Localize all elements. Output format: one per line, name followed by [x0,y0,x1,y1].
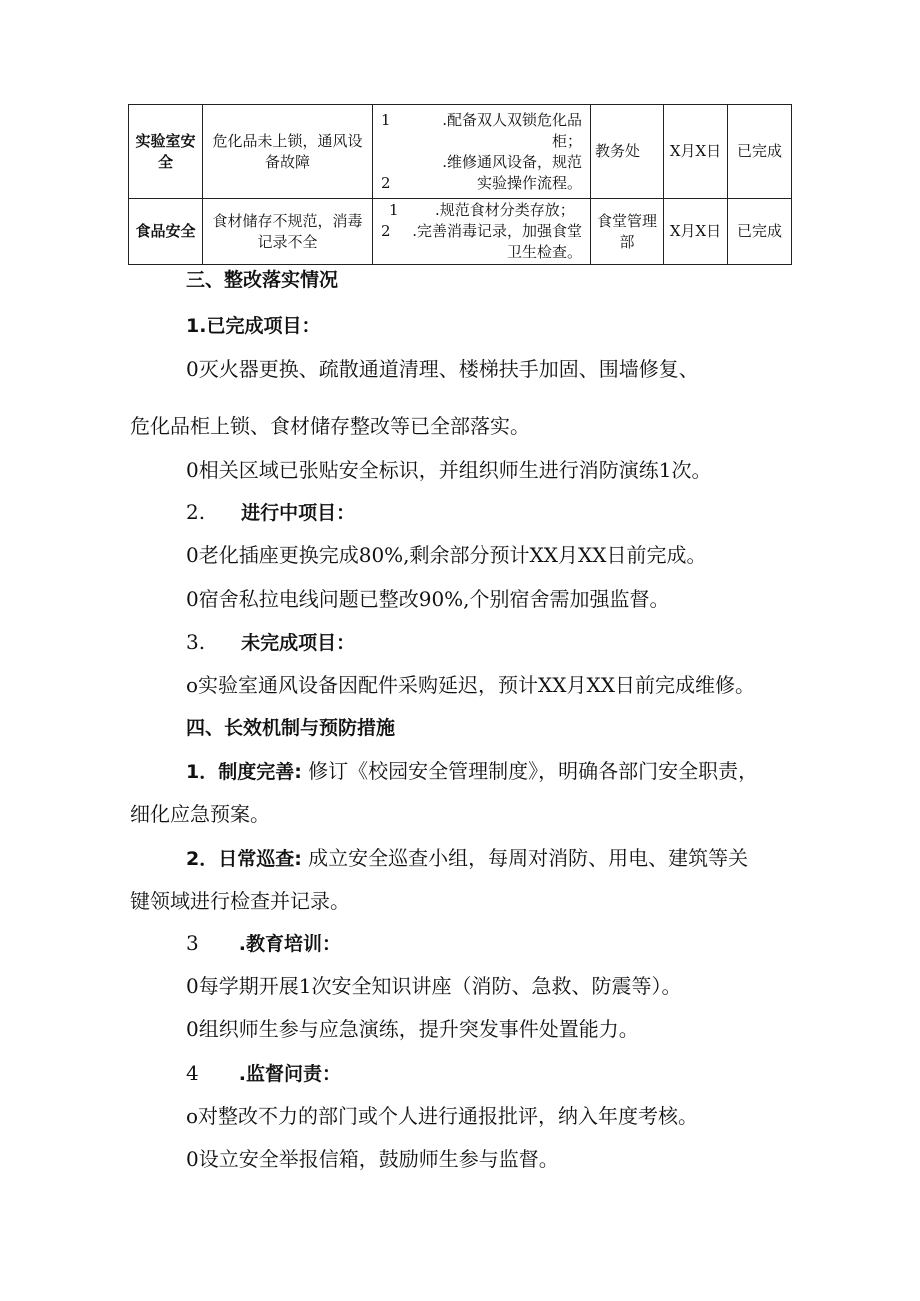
done-item-2: 0相关区域已张贴安全标识，并组织师生进行消防演练1次。 [186,458,712,482]
category-cell: 食品安全 [129,199,203,265]
measure-text: .完善消毒记录，加强食堂卫生检查。 [412,222,582,261]
mechanism-4-number: 4 [186,1061,199,1085]
measure-text: .规范食材分类存放； [435,201,575,219]
done-item-1: 0灭火器更换、疏散通道清理、楼梯扶手加固、围墙修复、 [186,357,699,381]
mechanism-1-cont: 细化应急预案。 [130,802,270,826]
section4-title: 四、长效机制与预防措施 [186,717,396,739]
pending-number: 3. [186,630,206,654]
mechanism-2-text: 成立安全巡查小组，每周对消防、用电、建筑等关 [301,846,749,870]
progress-item-2: 0宿舍私拉电线问题已整改90%,个别宿舍需加强监督。 [186,587,670,611]
problem-cell: 危化品未上锁，通风设备故障 [203,105,373,199]
done-heading: 1.已完成项目： [186,315,321,337]
pending-item-1: o实验室通风设备因配件采购延迟，预计XX月XX日前完成维修。 [186,673,755,697]
mechanism-3-number: 3 [186,931,199,955]
done-item-1-cont: 危化品柜上锁、食材储存整改等已全部落实。 [130,414,530,438]
pending-heading-line [186,628,355,657]
mechanism-4-item-2: 0设立安全举报信箱，鼓励师生参与监督。 [186,1147,559,1171]
table-row [129,199,792,265]
section3-title: 三、整改落实情况 [186,269,339,291]
department-cell: 教务处 [591,105,664,199]
measure-text: .配备双人双锁危化品柜； [442,110,582,150]
mechanism-3-item-1: 0每学期开展1次安全知识讲座（消防、急救、防震等）。 [186,974,682,998]
mechanism-4-item-1: o对整改不力的部门或个人进行通报批评，纳入年度考核。 [186,1104,699,1128]
measure-number: 2 [381,222,391,240]
progress-heading: 进行中项目： [241,502,356,524]
measure-number: 1 [389,201,399,219]
mechanism-1-text: 修订《校园安全管理制度》，明确各部门安全职责， [301,759,759,783]
mechanism-1 [186,757,758,786]
status-cell: 已完成 [728,199,792,265]
measure-number: 2 [381,173,391,192]
category-cell: 实验室安全 [129,105,203,199]
measure-item [377,200,586,221]
mechanism-3-heading [186,929,341,958]
measure-text: .维修通风设备，规范实验操作流程。 [442,152,582,192]
deadline-cell: X月X日 [664,105,728,199]
measure-item [377,152,586,194]
mechanism-1-label: 1．制度完善: [186,761,302,783]
deadline-cell: X月X日 [664,199,728,265]
measures-cell [373,105,591,199]
table-row [129,105,792,199]
measure-item [377,221,586,263]
department-cell: 食堂管理部 [591,199,664,265]
mechanism-2-cont: 键领域进行检查并记录。 [130,889,350,913]
progress-number: 2. [186,500,206,524]
mechanism-4-heading [186,1059,341,1088]
pending-heading: 未完成项目： [241,632,356,654]
status-cell: 已完成 [728,105,792,199]
mechanism-2 [186,844,748,873]
progress-heading-line [186,498,355,527]
mechanism-3-item-2: 0组织师生参与应急演练，提升突发事件处置能力。 [186,1017,639,1041]
progress-item-1: 0老化插座更换完成80%,剩余部分预计XX月XX日前完成。 [186,543,707,567]
rectification-table [128,104,792,265]
mechanism-4-label: .监督问责： [238,1063,341,1085]
problem-cell: 食材储存不规范，消毒记录不全 [203,199,373,265]
measure-number: 1 [381,110,391,129]
measures-cell [373,199,591,265]
measure-item [377,110,586,152]
mechanism-3-label: .教育培训： [238,933,341,955]
mechanism-2-label: 2．日常巡查: [186,848,302,870]
